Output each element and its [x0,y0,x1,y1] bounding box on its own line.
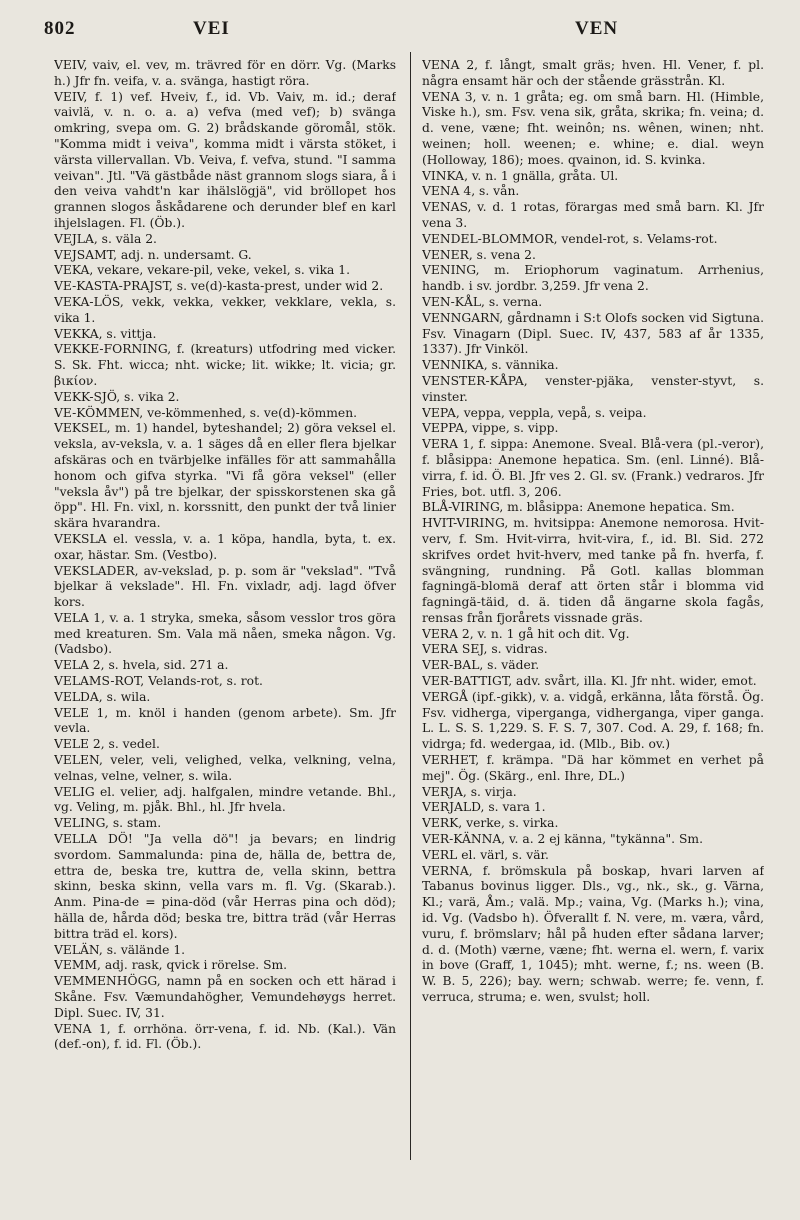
dictionary-entry: VELA 1, v. a. 1 stryka, smeka, såsom vesslor tros göra med kreaturen. Sm. Vala mä nåen, smeka någon. Vg. (Vadsbo). [54,610,396,657]
dictionary-entry: VENSTER-KÅPA, venster-pjäka, venster-styvt, s. vinster. [422,373,764,404]
dictionary-entry: VEKSLADER, av-vekslad, p. p. som är "vekslad". "Två bjelkar ä vekslade". Hl. Fn. vixladr, adj. lagd öfver kors. [54,563,396,610]
dictionary-entry: VEMM, adj. rask, qvick i rörelse. Sm. [54,958,288,973]
dictionary-entry: VERJA, s. virja. [422,784,517,799]
dictionary-entry: VELIG el. velier, adj. halfgalen, mindre vetande. Bhl., vg. Veling, m. pjåk. Bhl., hl. Jfr hvela. [54,784,396,815]
dictionary-entry: VELE 1, m. knöl i handen (genom arbete). Sm. Jfr vevla. [54,705,396,736]
dictionary-entry: HVIT-VIRING, m. hvitsippa: Anemone nemorosa. Hvit-verv, f. Sm. Hvit-virra, hvit-vira, f., id. Bl. Sid. 272 skrifves ordet hvit-hverv, med tanke på fn. hverfa, f. svängning, rundning. På Gotl. kallas blomman fagningä-blomä deraf att örten står i blomma vid fagningä-täid, d. ä. tiden då ängarne skola fagås, rensas från fjorårets vissnade gräs. [422,516,764,625]
dictionary-entry: VERL el. värl, s. vär. [422,847,549,862]
dictionary-entry: VENA 1, f. orrhöna. örr-vena, f. id. Nb. (Kal.). Vän (def.-on), f. id. Fl. (Öb.). [54,1021,396,1052]
dictionary-entry: VEKKE-FORNING, f. (kreaturs) utfodring med vicker. S. Sk. Fht. wicca; nht. wicke; lit. wikke; lt. vicia; gr. βικίον. [54,342,396,388]
dictionary-entry: VE-KASTA-PRAJST, s. ve(d)-kasta-prest, under wid 2. [54,279,384,294]
dictionary-entry: VEMMENHÖGG, namn på en socken och ett härad i Skåne. Fsv. Væmundahögher, Vemundehøygs herret. Dipl. Suec. IV, 31. [54,974,396,1020]
dictionary-entry: VENING, m. Eriophorum vaginatum. Arrhenius, handb. i sv. jordbr. 3,259. Jfr vena 2. [422,263,764,294]
dictionary-entry: VERA 2, v. n. 1 gå hit och dit. Vg. [422,626,630,641]
dictionary-entry: VEN-KÅL, s. verna. [422,294,543,309]
dictionary-entry: VEJLA, s. väla 2. [54,231,157,246]
dictionary-entry: VEJSAMT, adj. n. undersamt. G. [54,247,252,262]
dictionary-entry: VELDA, s. wila. [54,689,151,704]
dictionary-entry: VEKK-SJÖ, s. vika 2. [54,389,180,404]
dictionary-entry: VE-KÖMMEN, ve-kömmenhed, s. ve(d)-kömmen. [54,405,358,420]
dictionary-entry: VEKA, vekare, vekare-pil, veke, vekel, s. vika 1. [54,263,351,278]
dictionary-entry: VENER, s. vena 2. [422,247,536,262]
dictionary-entry: VELEN, veler, veli, velighed, velka, velkning, velna, velnas, velne, velner, s. wila. [54,753,396,783]
dictionary-entry: VER-BAL, s. väder. [422,658,540,673]
dictionary-entry: VENNIKA, s. vännika. [422,358,559,373]
right-column [422,58,764,1208]
dictionary-entry: VELE 2, s. vedel. [54,737,160,752]
dictionary-entry: VELÄN, s. väländе 1. [54,942,186,957]
dictionary-entry: VERHET, f. krämpa. "Dä har kömmet en verhet på mej". Ög. (Skärg., enl. Ihre, DL.) [422,753,764,783]
dictionary-entry: VENA 4, s. vån. [422,184,520,199]
dictionary-entry: VINKA, v. n. 1 gnälla, gråta. Ul. [422,168,619,183]
dictionary-entry: BLÅ-VIRING, m. blåsippa: Anemone hepatica. Sm. [422,500,735,515]
dictionary-entry: VEIV, f. 1) vef. Hveiv, f., id. Vb. Vaiv, m. id.; deraf vaivlä, v. n. o. a. a) vefva (med vef); b) svänga omkring, svepa om. G. 2) brådskande göromål, stök. "Komma midt i veiva", komma midt i värsta stöket, i värsta villervallan. Vb. Veiva, f. vefva, stund. "I samma veivan". Jtl. "Vä gästbåde näst grannom slogs siara, å i den veiva vahdt'n kar ihälslögjä", vid bröllopet hos grannen slogos åskådarene och derunder blef en karl ihjelslagen. Fl. (Öb.). [54,89,396,230]
page-number: 802 [44,18,76,39]
dictionary-entry: VEKSEL, m. 1) handel, byteshandel; 2) göra veksel el. veksla, av-veksla, v. a. 1 säges då en eller flera bjelkar afskäras och en tvärbjelke infälles för att sammahålla honom och gifva styrka. "Vi få göra veksel" (eller "veksla åv") på tre bjelkar, der spisskorstenen ska gå öpp". Hl. Fn. vixl, n. korssnitt, den punkt der två linier skära hvarandra. [54,421,396,531]
dictionary-entry: VERA 1, f. sippa: Anemone. Sveal. Blå-vera (pl.-veror), f. blåsippa: Anemone hepatica. Sm. (enl. Linné). Blå-virra, f. id. Ö. Bl. Jfr ves 2. Gl. sv. (Frank.) vedraros. Jfr Fries, bot. utfl. 3, 206. [422,437,764,499]
dictionary-entry: VERA SEJ, s. vidras. [422,642,548,657]
dictionary-entry: VEPA, veppa, veppla, vepå, s. veipa. [422,405,647,420]
dictionary-entry: VENAS, v. d. 1 rotas, förargas med små barn. Kl. Jfr vena 3. [422,200,764,230]
dictionary-entry: VENA 3, v. n. 1 gråta; eg. om små barn. Hl. (Himble, Viske h.), sm. Fsv. vena sik, gråta, skrika; fn. veina; d. d. vene, væne; fht. weinôn; ns. wênen, winen; nht. weinen; holl. weenen; e. whine; e. dial. weyn (Holloway, 186); moes. qvainon, id. S. kvinka. [422,89,764,167]
right-running-head: VEN [575,18,619,39]
dictionary-entry: VELA 2, s. hvela, sid. 271 a. [54,658,229,673]
dictionary-entry: VELING, s. stam. [54,816,162,831]
dictionary-entry: VENDEL-BLOMMOR, vendel-rot, s. Velams-rot. [422,231,718,246]
dictionary-entry: VERGÅ (ipf.-gikk), v. a. vidgå, erkänna, låta förstå. Ög. Fsv. vidherga, viperganga, vidherganga, viper ganga. L. L. S. S. 1,229. S. F. S. 7, 307. Cod. A. 29, f. 168; fn. vidrga; fd. wedergaa, id. (Mlb., Bib. ov.) [422,689,764,752]
dictionary-entry: VENNGARN, gårdnamn i S:t Olofs socken vid Sigtuna. Fsv. Vinagarn (Dipl. Suec. IV, 437, 583 af år 1335, 1337). Jfr Vinköl. [422,310,764,357]
dictionary-entry: VERNA, f. brömskula på boskap, hvari larven af Tabanus bovinus ligger. Dls., vg., nk., sk., g. Värna, Kl.; varä, Åm.; valä. Mp.; vaina, Vg. (Marks h.); vina, id. Vg. (Vadsbo h). Öfverallt f. N. vere, m. væra, vård, vuru, f. brömslarv; hål på huden efter sådana larver; d. d. (Moth) værne, væne; fht. werna el. wern, f. varix in bove (Graff, 1, 1045); mht. werne, f.; ns. ween (B. W. B. 5, 226); bay. wern; schwab. werre; fe. venn, f. verruca, struma; e. wen, svulst; holl. [422,863,764,1005]
left-column [54,58,396,1208]
dictionary-entry: VEKKA, s. vittja. [54,326,157,341]
dictionary-entry: VERJALD, s. vara 1. [422,800,546,815]
left-running-head: VEI [193,18,230,39]
dictionary-entry: VELAMS-ROT, Velands-rot, s. rot. [54,674,263,689]
dictionary-entry: VER-KÄNNA, v. a. 2 ej känna, "tykänna". Sm. [422,832,703,847]
dictionary-entry: VEKSLA el. vessla, v. a. 1 köpa, handla, byta, t. ex. oxar, hästar. Sm. (Vestbo). [54,531,396,562]
dictionary-entry: VENA 2, f. långt, smalt gräs; hven. Hl. Vener, f. pl. några ensamt här och der stående grässtrån. Kl. [422,58,764,88]
dictionary-entry: VELLA DÖ! "Ja vella dö"! ja bevars; en lindrig svordom. Sammalunda: pina de, hälla de, bettra de, ettra de, beska tre, kuttra de, vella skinn, bettra skinn, beska skinn, vella vars m. fl. Vg. (Skarab.). Anm. Pina-de = pina-död (vår Herras pina och död); hälla de, hårda död; beska tre, bittra träd (vår Herras bittra träd el. kors). [54,832,396,941]
column-divider [410,52,411,1160]
dictionary-entry: VEIV, vaiv, el. vev, m. trävred för en dörr. Vg. (Marks h.) Jfr fn. veifa, v. a. svänga, hastigt röra. [54,58,396,88]
dictionary-entry: VEPPA, vippe, s. vipp. [422,421,559,436]
dictionary-entry: VEKA-LÖS, vekk, vekka, vekker, vekklare, vekla, s. vika 1. [54,294,396,325]
dictionary-entry: VERK, verke, s. virka. [422,816,559,831]
dictionary-entry: VER-BATTIGT, adv. svårt, illa. Kl. Jfr nht. wider, emot. [422,674,757,689]
